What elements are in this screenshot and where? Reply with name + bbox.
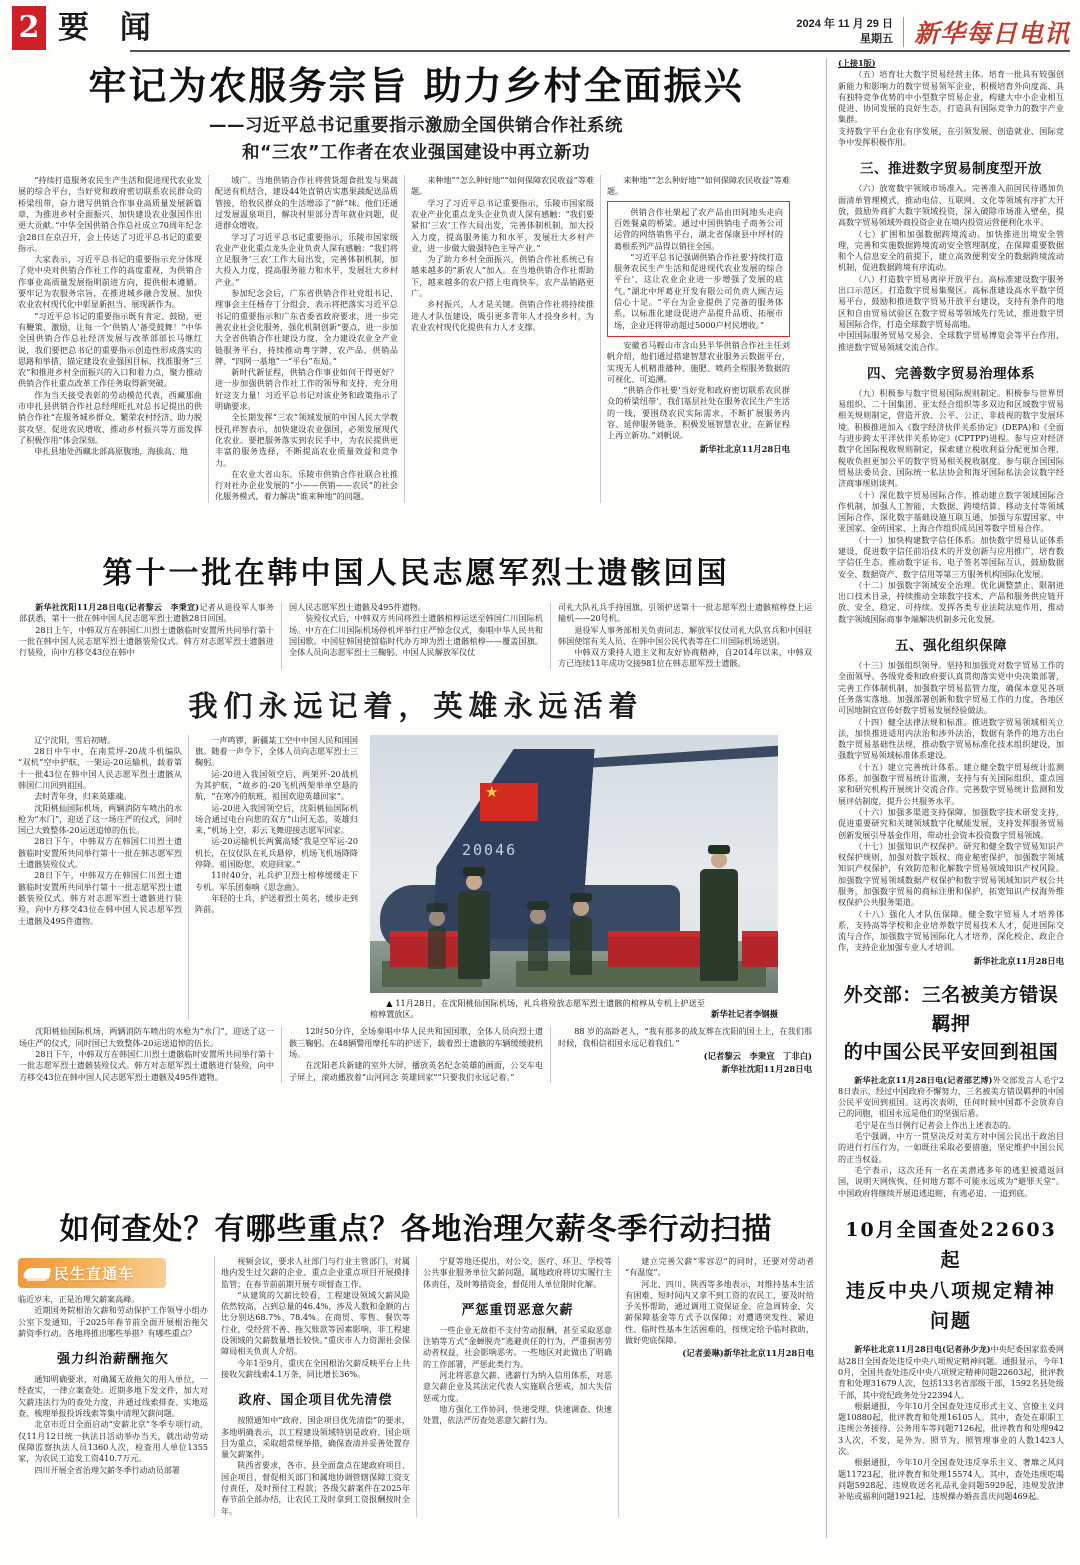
- article2-mid-left2-text: [195, 735, 358, 916]
- paragraph: 大家表示，习近平总书记的重要指示充分体现了党中央对供销合作社工作的高度重视，为供销合作事业高质量发展指明前进方向，提供根本遵循。要牢记为农服务宗旨，在推进城乡融合发展、加快农业农村现代化中彰显新担当、展现新作为。: [18, 254, 202, 310]
- paragraph: 退役军人事务部相关负责同志、解放军仪仗司礼大队官兵和中国驻韩国使馆有关人员、在韩中国公民代表等在仁川国际机场送别。: [558, 624, 812, 646]
- article1-headline: 牢记为农服务宗旨 助力乡村全面振兴: [88, 63, 744, 108]
- paragraph: 通知明确要求，对确属无故拖欠的用人单位，一经查实，一律立案查处。近期多地下发文件，加大对欠薪违法行为的查处力度，并通过线索排查、实地巡查、梳理举报投诉线索等集中清理欠薪问题。: [18, 1374, 208, 1419]
- paragraph: （十）深化数字贸易国际合作。推动建立数字领域国际合作机制，加强人工智能、大数据、跨境结算、移动支付等领域国际合作，深化数字基础设施互联互通，加强与东盟国家、中亚国家、金砖国家、上海合作组织成员国等数字贸易合作。: [838, 489, 1064, 534]
- honor-guard-figure: [428, 927, 446, 969]
- rail-news2-headline: [838, 981, 1064, 1067]
- article2-mid-column-left: [12, 735, 188, 1021]
- paragraph: （七）扩围和加强数据跨境流动。加快推进出境安全管理，完善和实施数据跨境流动安全管理制度，在保障重要数据和个人信息安全的前提下，建立高效便利安全的数据跨境流动机制，促进数据跨境有序流动。: [838, 228, 1064, 273]
- paragraph: 宁夏等地还提出，对公交、医疗、环卫、学校等公共事业服务单位欠薪问题，属地政府将切实履行主体责任，及时筹措资金，督促用人单位限时化解。: [423, 1256, 612, 1289]
- paragraph: （十二）加强数字领域安全治理。优化调整禁止、限制进出口技术目录，持续推动全球数字技术、产品和服务供应链开放、安全、稳定、可持续。发挥各类专业法院法庭作用，推动数字领域国际商事争端解决机制多元化发展。: [838, 579, 1064, 624]
- article1-subhead-1: ——习近平总书记重要指示激励全国供销合作社系统: [209, 115, 623, 136]
- article2-col3-text: [558, 602, 812, 670]
- article2-column-2: [281, 602, 550, 670]
- paragraph: 来种地”“怎么种好地”“如何保障农民收益”等难题。: [607, 175, 790, 197]
- paragraph: 近期国务院根治欠薪和劳动保护工作领导小组办公室下发通知，于2025年春节前全面开展根治拖欠薪资季行动。各地将推出哪些举措？有哪些重点？: [18, 1305, 208, 1338]
- paragraph: [19, 602, 274, 625]
- paragraph: 建立完善欠薪“零容忍”的同时，还要对劳动者“有温度”。: [625, 1256, 814, 1278]
- paragraph: 沈阳桃仙国际机场，两辆消防车喷出的水枪为“水门”，迎送了这一场庄严的仪式，同时国已大致整体-20运送追悼的伍长。: [18, 802, 182, 836]
- paragraph: 根据通报，今年10月全国查处违反享乐主义、奢靡之风问题11723起，批评教育和处理15574人。其中，查处违规吃喝问题5928起、违规收送名礼品礼金问题5929起，违规发放津补贴或福利问题1921起，违规操办婚丧喜庆问题469起。: [838, 1457, 1064, 1502]
- paragraph: （十一）加快构建数字信任体系。加快数字贸易认证体系建设，促进数字信任前沿技术的开发创新与应用推广，培育数字信任生态，推动数字证书、电子签名等国际互认，鼓励数据安全、数据资产、数字信用等第三方服务机构国际化发展。: [838, 534, 1064, 579]
- article3-column-2: [214, 1256, 416, 1517]
- paragraph: 去时青年身，归来英雄魂。: [34, 791, 132, 802]
- paragraph: 学习了习近平总书记重要指示，乐陵市国家级农业产业化重点龙头企业负责人深有感触：“我们将立足服务‘三农’工作大局出发，完善体制机制，加大投入力度，提高服务能力和水平，发展壮大乡村产业。”: [215, 231, 398, 287]
- paragraph: （十四）健全法律法规和标准。推进数字贸易领域相关立法，加快推进适用内法治和涉外法治，数据有条件的地方出台数字贸易基础性法规，推动数字贸易标准化技术组织建设，加强数字贸易领域标准体系建设。: [838, 716, 1064, 761]
- article3-col3b-text: [423, 1325, 612, 1427]
- article2-col2-text: [289, 602, 543, 658]
- article2-top-columns: [12, 602, 820, 670]
- article2-script-headline: 我们永远记着，英雄永远活着: [188, 688, 644, 723]
- paragraph: 沈阳桃仙国际机场，两辆消防车喷出的水枪为“水门”，迎送了这一场庄严的仪式，同时国已大致整体-20运送追悼的伍长。: [19, 1026, 274, 1048]
- article2-bottom-col-2: [281, 1026, 550, 1082]
- rail-news3-headline: [838, 1215, 1064, 1337]
- paragraph: 北京市近日全面启动“安薪北京”冬季专项行动，仅11月12日统一执法日活动举办当天，就出动劳动保障监察执法人员1360人次，检查用人单位1355家，为农民工追发工资410.7万元。: [18, 1419, 208, 1464]
- paragraph: 按照通知中“政府、国企项目优先清偿”的要求，多地明确表示，以工程建设领域特别是政府、国企项目为重点，采取超常规举措，确保查清并妥善处置存量欠薪案件。: [221, 1415, 410, 1460]
- paragraph: 88 岁的高龄老人，“我有那多的战友葬在沈阳的国土上，在我们那时候，我相信祖国永远记着我们。”: [558, 1026, 812, 1048]
- paragraph: 四川开展全省治理欠薪冬季行动动员部署: [34, 1464, 180, 1475]
- paragraph: 国人民志愿军烈士遗骸及495件遗物。: [289, 602, 426, 612]
- article-wage-arrears-campaign: [12, 1212, 820, 1517]
- continued-from-label: (上接1版): [838, 58, 876, 68]
- paragraph: 中韩双方秉持人道主义和友好协商精神，自2014年以来，中韩双方已连续11年成功交接981位在韩志愿军烈士遗骸。: [558, 647, 812, 669]
- byline-continuation: 外交部发言人毛宁28日表示，经过中国政府不懈努力，三名被美方错误羁押的中国公民平安回到祖国。这再次表明，任何时候中国都不会放弃自己的同胞，祖国永远是他们的坚强后盾。: [838, 1074, 1065, 1119]
- article3-column-4: [618, 1256, 820, 1517]
- article3-headline: 如何查处？有哪些重点？各地治理欠薪冬季行动扫描: [59, 1212, 773, 1247]
- article3-col4-text: [625, 1256, 814, 1360]
- masthead-date: [796, 17, 893, 47]
- article2-mid-column-left2: [188, 735, 364, 1021]
- paragraph: “从建筑的欠薪比较看，工程建设领域欠薪风险依然较高，占到总量的46.4%，涉及人数和金额的占比分别达68.7%、78.4%。在商贸、零售、餐饮等行业，受经营不善、拖欠账款等因素影响，非工程建设领域的欠薪数量增长较快。”重庆市人力资源社会保障局相关负责人介绍。: [221, 1289, 410, 1357]
- article1-credit: 新华社北京11月28日电: [699, 443, 790, 454]
- article2-col1-text: [19, 602, 274, 658]
- article3-subhead-1: 强力纠治薪酬拖欠: [56, 1352, 169, 1368]
- flag-draped-coffin: [608, 931, 710, 967]
- paper-logo: 新华每日电讯: [913, 19, 1070, 48]
- paragraph: [838, 1344, 1064, 1400]
- aircraft-tail-number: 20046: [462, 840, 518, 859]
- honor-guard-figure: [700, 869, 738, 981]
- rail-news3-headline-line1: 10月全国查处22603起: [845, 1218, 1057, 1272]
- paragraph: （六）放宽数字领域市场准入。完善准入前国民待遇加负面清单管理模式，推动电信、互联网、文化等领域有序扩大开放，鼓励外商扩大数字领域投资，深入破除市场准入壁垒，提高数字贸易领域外商投资企业在境内投资运营便利化水平。: [838, 183, 1064, 228]
- article3-col3-text: [423, 1256, 612, 1290]
- rail-section-3-body: [838, 183, 1064, 352]
- article3-col1-text: [18, 1294, 208, 1339]
- section-title: 要 闻: [58, 10, 161, 46]
- rail-section-4-body: [838, 388, 1064, 625]
- article3-col2-text: [221, 1256, 410, 1380]
- byline-continuation: 中央纪委国家监委网站28日全国查处违反中央八项规定精神问题。通报显示，今年10月，全国共查处违反中央八项规定精神问题22603起，批评教育和处理31679人次，包括133名省部级干部，1592名县处级干部，其中党纪政务处分22394人。: [838, 1344, 1064, 1400]
- paragraph: （十六）加强多渠道支持保障。加强数字技术研发支持，促进重要研究和关键领域数字化赋能发展，支持发挥服务贸易创新发展引导基金作用，带动社会资本投资数字贸易领域。: [838, 806, 1064, 840]
- article2-bottom-columns: [12, 1026, 820, 1082]
- paragraph: 域广。当地供销合作社将营货超食批发与果蔬配送有机结合，建设44处直销店实惠果蔬配送品质管接，给牧民群众的生活增添了“鲜”味。他们还通过发展温泉项目，解决村里部分青年就业问题，促进群众增收。: [215, 175, 398, 231]
- paragraph: 装殓仪式后，中韩双方共同将烈士遗骸棺椁运送至韩国仁川国际机场。中方在仁川国际机场停机坪举行庄严悼念仪式，奏唱中华人民共和国国歌。中国驻韩国使馆临时代办方坤为烈士遗骸棺椁——覆盖国旗。全体人员向志愿军烈士三鞠躬。中国人民解放军仪仗: [289, 613, 543, 658]
- paragraph: （九）积极参与数字贸易国际规则制定。积极参与世界贸易组织、二十国集团、亚太经合组织等多双边和区域数字贸易相关规则制定，营造开放、公平、公正、非歧视的数字发展环境。积极推进加入《数字经济伙伴关系协定》(DEPA)和《全面与进步跨太平洋伙伴关系协定》(CPTPP)进程。参与应对经济数字化国际税收规则制定，探索建立税收利益分配更加合理、税收负担更加公平的数字贸易相关税收制度。参与联合国国际贸易法委员会、国际统一私法协会和海牙国际私法会议数字经济商事规则谈判。: [838, 387, 1064, 489]
- article1-col4-pre: [607, 175, 790, 198]
- paragraph: 中国国际服务贸易交易会、全球数字贸易博览会等平台作用，推进数字贸易领域交流合作。: [838, 330, 1064, 352]
- article2-bottom-col-1: [12, 1026, 281, 1082]
- article1-column-1: [12, 175, 208, 503]
- caption-body: 11月28日，在沈阳桃仙国际机场，礼兵将殓放志愿军烈士遗骸的棺椁从专机上护送至棺椁置放区。: [370, 997, 705, 1020]
- article-martyrs-remains-return: [12, 556, 820, 1083]
- article1-col4-post: [607, 340, 790, 455]
- paragraph: 运-20进入我国领空后，两架歼-20战机为其护航，“故乡的-20飞机两架举单空悬的航，“在寒冷的航班，祖国欢迎英雄回家”。: [195, 768, 358, 802]
- boxed-text: [614, 207, 783, 331]
- paragraph: 28日下午，中韩双方在韩国仁川烈士遗骸临时安置所共同举行第十一批志愿军烈士遗骸装殓仪式。韩方对志愿军烈士遗骸进行装殓，向中方移交43位在韩中国人民志愿军烈士遗骸及495件遗物。: [19, 1048, 274, 1082]
- paragraph: 辽宁沈阳，雪后初晴。: [34, 734, 116, 745]
- paragraph: 作为当天接受表彰的劳动模范代表，西藏那曲市申扎县供销合作社总经理旺扎对总书记提出的供销合作社“在服务城乡群众、繁荣农村经济、助力脱贫攻坚、促进农民增收、推动乡村振兴等方面发挥了积极作用”体会深刻。: [18, 389, 202, 445]
- photo-credit: 新华社记者李钢摄: [711, 1009, 778, 1020]
- paragraph: 参加纪念会后，广东省供销合作社党组书记、理事会主任杨存丁分组会、表示将把落实习近平总书记的重要指示和广东省委省政府要求，进一步完善农业社会化服务，强化机制创新“要点，进一步加大全省供销合作社建设力度，全力建设农业全产业链服务平台，持续推动粤字牌、农产品、供销品牌、“四网一基地”一“平台”布局。”: [215, 288, 398, 366]
- paragraph: 在农业大省山东，乐陵市供销合作社联合社推行对社办企业发展的“小——供销——农民”的社会化服务模式，着力解决“谁来种地”的问题。: [215, 468, 398, 502]
- masthead: [0, 0, 1080, 56]
- article1-col2-text: [215, 175, 398, 503]
- paragraph: 视频会议，要求人社部门与行业主管部门，对属地内发生过欠薪的企业、重点企业重点项目开展摸排监管；在春节前前期开展专项督查工作。: [221, 1256, 410, 1289]
- article3-column-3: [416, 1256, 618, 1517]
- caption-triangle-icon: ▲: [386, 997, 396, 1008]
- article2-bottom-col3-text: [558, 1026, 812, 1075]
- masthead-divider: [903, 17, 904, 47]
- paragraph: 11时40分，礼兵护卫烈士棺椁缓缓走下专机。军乐团奏响《思念曲》。: [195, 870, 358, 892]
- photo-caption-row: [370, 998, 778, 1021]
- paragraph: （十五）建立完善统计体系。建立健全数字贸易统计监测体系，加强数字贸易统计监测，支持与有关国际组织、重点国家和研究机构开展统计交流合作。完善数字贸易统计监测和发展评估制度，提升公共服务水平。: [838, 761, 1064, 806]
- article1-column-4: [600, 175, 796, 503]
- article2-headline: 第十一批在韩中国人民志愿军烈士遗骸回国: [102, 556, 730, 591]
- paragraph: 毛宁强调，中方一贯坚决反对美方对中国公民出于政治目的进行打压行为，一如既往采取必要措施，坚定维护中国公民的正当权益。: [838, 1131, 1064, 1164]
- paragraph: 司礼大队礼兵手持国旗，引领护送第十一批志愿军烈士遗骸棺椁登上运输机——20号机。: [558, 602, 812, 624]
- paragraph: 根据通报，今年10月全国查处违反形式主义、官僚主义问题10880起，批评教育和处理16105人。其中，查处在职职工违规公务接待、公务用车等问题7126起，批评教育和处理9423人次，不发，是外为、照节为、照管理事业的人数1423人次。: [838, 1400, 1064, 1457]
- rail-news2-headline-line2: 的中国公民平安回到祖国: [843, 1041, 1059, 1064]
- article3-col1b-text: [18, 1374, 208, 1476]
- article3-columns: [12, 1256, 820, 1517]
- article-supply-marketing-cooperatives: [12, 58, 820, 503]
- paragraph: 28日下午，中韩双方在韩国仁川烈士遗骸临时安置所共同举行第十一批在韩志愿军烈士遗骸装殓仪式。: [18, 836, 182, 870]
- rail-divider: [826, 58, 827, 1538]
- train-icon: [24, 1265, 50, 1281]
- paragraph: 申扎县地处西藏北部高原腹地，海拔高、地: [34, 446, 188, 457]
- paragraph: 一些企业无故拒不支付劳动报酬，甚至采取恶意注销等方式“金蝉脱壳”逃避责任的行为，严重损害劳动者权益，社会影响恶劣。一些地区对此做出了明确的工作部署，严惩此类行为。: [423, 1324, 612, 1369]
- paragraph: 支持数字平台企业有序发展，在引领发展、创造就业、国际竞争中发挥积极作用。: [838, 125, 1064, 148]
- badge-label: 民生直通车: [54, 1264, 135, 1283]
- paragraph: 学习了习近平总书记重要指示，乐陵市国家级农业产业化重点龙头企业负责人深有感触：“我们要紧扣‘三农’工作大局出发，完善体制机制，加大投入力度，提高服务能力和水平，发展壮大乡村产业，进一步做大做强特色主导产业。”: [411, 197, 594, 253]
- article1-highlight-box: [607, 201, 790, 337]
- rail-section-heading-5: 五、强化组织保障: [895, 638, 1007, 655]
- paragraph: [838, 1075, 1064, 1120]
- paragraph: “习近平总书记强调供销合作社要‘持续打造服务农民生产生活和促进现代农业发展的综合平台’，这让农业企业进一步增强了发展的底气。”湖北中坪葛业开发有限公司负责人顾吉运信心十足。“平台为企业提供了完备的服务体系，以标准化建设促进产品提升品质、拓展市场，企业还将带动超过5000户村民增收。”: [614, 251, 783, 330]
- article1-subhead-2: 和“三农”工作者在农业强国建设中再立新功: [241, 142, 590, 163]
- rail-continued-line: [838, 58, 1064, 69]
- paragraph: 在沈阳老兵新建的室外大屏，播放英名纪念英雄的画面，公交车电子屏上，滚动播放着“山河同念 英雄回家”“只要我们永远记着。”: [289, 1060, 543, 1082]
- page-number-badge: 2: [12, 6, 46, 50]
- article1-columns: [12, 175, 820, 503]
- article2-middle-row: [12, 735, 820, 1021]
- rail-section-heading-4: 四、完善数字贸易治理体系: [867, 365, 1035, 382]
- paragraph: 为了助力乡村全面振兴，供销合作社系统已有越来越多的“新农人”加入。在当地供销合作社帮助下，越来越多的农户搭上电商快车，农产品销路更广。: [411, 254, 594, 299]
- masthead-right: [796, 6, 1070, 50]
- right-rail: [832, 58, 1070, 1503]
- paragraph: 28日中午中，在南荒坪-20战斗机编队“双机”空中护航，一架运-20运输机，载着第十一批43位在韩中国人民志愿军烈士遗骸从韩国仁川回到祖国。: [18, 746, 182, 790]
- paragraph: 运-20运输机长两翼高矮“我是空军运-20机长，在仪仗队在礼兵悬停，机场飞机场降降停降。祖国盼您，欢迎回家。”: [195, 836, 358, 870]
- rail-news2-body: [838, 1075, 1064, 1199]
- article2-photo-block: [364, 735, 784, 1021]
- paragraph: 安徽省马鞍山市含山县半华供销合作社主任刘帆介绍，他们通过搭建智慧农业服务云数据平台，实现无人机精准播种、施肥、喷药全程服务数据的可视化、可追溯。: [607, 339, 790, 384]
- rail-section-5-credit: 新华社北京11月28日电: [973, 955, 1064, 966]
- article1-column-3: [404, 175, 600, 503]
- paragraph: 毛宁表示，这次还有一名在美潜逃多年的逃犯被遣返回国，说明天网恢恢，任何地方都不可能永远成为“避罪天堂”。中国政府将继续开展追逃追赃，有逃必追、一追到底。: [838, 1164, 1064, 1198]
- article3-column-1: [12, 1256, 214, 1517]
- masthead-rule: [130, 50, 1070, 52]
- honor-guard-figure: [458, 891, 490, 979]
- article2-byline: 新华社沈阳11月28日电(记者黎云 李秉宣): [35, 602, 200, 612]
- article1-column-2: [208, 175, 404, 503]
- photo-martyrs-repatriation-ceremony: [370, 735, 778, 993]
- rail-section-heading-3: 三、推进数字贸易制度型开放: [860, 161, 1042, 178]
- paragraph: 供销合作社架起了农产品由田间地头走向百姓餐桌的桥梁。通过中国供销电子商务公司运营的网络销售平台，湖北省保康县中坪村的葛根系列产品得以销往全国。: [614, 206, 783, 251]
- paragraph: 12时50分许，全场奏唱中华人民共和国国歌，全体人员向烈士遗骸三鞠躬。在48辆警用摩托车的护送下，载着烈士遗骸的车辆缓缓驶机场。: [289, 1026, 543, 1059]
- article2-bottom-col-3: [550, 1026, 819, 1082]
- paragraph: 河北将恶意欠薪、逃薪行为纳入信用体系，对恶意欠薪企业及其法定代表人实施联合惩戒，加大失信惩戒力度。: [423, 1370, 612, 1403]
- paragraph: “持续打造服务农民生产生活和促进现代农业发展的综合平台，当好党和政府密切联系农民群众的桥梁纽带，奋力谱写供销合作事业高质量发展新篇章，为推进乡村全面振兴、加快建设农业强国作出更大贡献。”中华全国供销合作总社成立70周年纪念会28日在京召开，会上传达了习近平总书记的重要指示。: [18, 175, 202, 253]
- paragraph: 河北、四川、陕西等多地表示，对维持基本生活有困难、短时间内又拿不到工资的农民工，要及时给予关怀帮助，通过调用工资保证金、应急周转金、欠薪保障基金等方式予以保障；对遭遇突发性、紧迫性、临时性基本生活困难的，按规定给予临时救助，做好兜底保障。: [625, 1278, 814, 1346]
- article3-credit: (记者姜琳)新华社北京11月28日电: [682, 1348, 814, 1359]
- article3-subhead-2: 政府、国企项目优先清偿: [238, 1393, 393, 1409]
- paragraph: 毛宁是在当日例行记者会上作出上述表态的。: [854, 1119, 1017, 1130]
- paragraph: 地方强化工作协同，快速受理、快速调查、快速处置，依法严厉查处恶意欠薪行为。: [423, 1403, 612, 1426]
- paragraph: 28日上午，中韩双方在韩国仁川烈士遗骸临时安置所共同举行第十一批在韩中国人民志愿军烈士遗骸装殓仪式。韩方对志愿军烈士遗骸进行装殓，向中方移交43位在韩中: [19, 624, 274, 658]
- paragraph: 28日下午，中韩双方在韩国仁川烈士遗骸临时安置所共同举行第十一批志愿军烈士遗骸装殓仪式。韩方对志愿军烈士遗骸进行装殓，向中方移交43位在韩中国人民志愿军烈士遗骸及495件遗物。: [18, 870, 182, 926]
- date-text: 2024 年 11 月 29 日: [796, 18, 893, 31]
- rail-news2-headline-line1: 外交部：三名被美方错误羁押: [843, 984, 1059, 1035]
- paragraph: 运-20进入我国领空后，沈阳桃仙国际机场合通过电台向您的双方“山河无恙，英雄归来，”机场上空，彩云飞舞迎接志愿军回家。: [195, 802, 358, 836]
- paragraph: 新时代新征程，供销合作事业如何干得更好？进一步加强供销合作社工作的领导和支持，充分用好这支力量！习近平总书记对该业务和政策指示了明确要求。: [215, 367, 398, 412]
- article2-column-1: [12, 602, 281, 670]
- paragraph: 全长期发挥“三农”领域发展的中国人民大学教授孔祥智表示，加快建设农业强国，必须发展现代化农业。要把服务落实到农民手中，为农民提供更丰富的服务选择，不断提高农业质量效益和竞争力。: [215, 412, 398, 468]
- rail-section-5-body: [838, 660, 1064, 967]
- rail-news3-body: [838, 1344, 1064, 1502]
- paragraph: 陕西省要求，各市、县全面盘点在建政府项目、国企项目，督促相关部门和属地协调管辖保障工资支付责任，及时预付工程款；各级欠薪案件在2025年春节前全部办结，让农民工及时拿到工资报酬按时全年。: [221, 1460, 410, 1516]
- paragraph: 临近岁末，正是治理欠薪案高峰。: [18, 1294, 140, 1304]
- article2-bottom-col2-text: [289, 1026, 543, 1082]
- paragraph: （八）打造数字贸易离岸开放平台。高标准建设数字服务出口示范区，打造数字贸易集聚区。高标准建设高水平数字贸易平台，鼓励和推进数字贸易开放平台建设，支持有条件的地区和自由贸易试验区在数字贸易等领域先行先试，推进数字贸易国际合作，打造全球数字贸易高地。: [838, 273, 1064, 329]
- photo-caption-text: [370, 998, 705, 1021]
- paragraph: 乡村振兴，人才是关键。供销合作社将持续推进人才队伍建设，吸引更多青年人才投身乡村，为农业农村现代化提供有力人才支撑。: [411, 299, 594, 332]
- article2-bottom-col1-text: [19, 1026, 274, 1082]
- china-flag-icon: [480, 783, 538, 821]
- paragraph: 一声鸣锣，新疆某工空中中国人民和国国旗。随着一声令下，全体人员向志愿军烈士三鞠躬。: [195, 734, 358, 768]
- article1-col3-text: [411, 175, 594, 333]
- article2-credit-line2: 新华社沈阳11月28日电: [721, 1064, 812, 1075]
- paragraph: “习近平总书记的重要指示既有肯定、鼓励，更有鞭策、激励，让每一个‘供销人’备受鼓舞！”中华全国供销合作总社经济发展与改革部部长马继红说，我们要把总书记的重要指示创造性形成落实的思路和举措，锚定建设农业强国目标，找准服务“三农”和推进乡村全面振兴的入口和着力点，聚力推动供销合作社重点改革工作任务取得新突破。: [18, 310, 202, 389]
- column-brand-badge-minsheng: [18, 1258, 166, 1288]
- weekday-text: 星期五: [859, 33, 893, 45]
- rail-news3-byline: 新华社北京11月28日电(记者孙少龙): [854, 1344, 991, 1355]
- paragraph: 来种地”“怎么种好地”“如何保障农民收益”等难题。: [411, 175, 594, 197]
- paragraph: 今年1至9月，重庆在全国根治欠薪反映平台上共接收欠薪线索4.1万条，同比增长36%。: [221, 1357, 410, 1379]
- rail-continued-note-block: [838, 58, 1064, 148]
- article3-subhead-3: 严惩重罚恶意欠薪: [461, 1302, 574, 1318]
- article1-col1-text: [18, 175, 202, 457]
- paragraph: （五）培育壮大数字贸易经营主体。培育一批具有较强创新能力和影响力的数字贸易领军企业，积极培育外向度高、具有独特竞争优势的中小型数字贸易企业，构建大中小企业相互促进、协同发展的良好生态，打造具有国际竞争力的数字产业集群。: [838, 69, 1064, 125]
- article3-col2b-text: [221, 1415, 410, 1517]
- article2-credit-line1: (记者黎云 李秉宣 丁非白): [703, 1050, 812, 1061]
- paragraph: “供销合作社要‘当好党和政府密切联系农民群众的桥梁纽带’，我们基层社处在服务农民生产生活的一线，要围绕农民实际需求，不断扩展服务内容、延伸服务链条，积极发展智慧农业，在新征程上再立新功。”刘帆说。: [607, 385, 790, 441]
- article2-mid-left-text: [18, 735, 182, 927]
- honor-guard-figure: [570, 917, 592, 975]
- paragraph: （十八）强化人才队伍保障。健全数字贸易人才培养体系，支持高等学校和企业培养数字贸易技术人才，促进国际交流与合作，加强数字贸易国际化人才培养，深化校企、政企合作，支持企业加强专业人才培训。: [838, 908, 1064, 953]
- rail-news2-byline: 新华社北京11月28日电(记者邵艺博): [854, 1074, 993, 1085]
- byline-continuation: 记者从退役军人事务部获悉，第十一批在韩中国人民志愿军烈士遗骸28日回国。: [19, 602, 274, 624]
- article2-column-3: [550, 602, 819, 670]
- rail-news3-headline-line2: 违反中央八项规定精神问题: [845, 1279, 1056, 1333]
- honor-guard-figure: [528, 925, 548, 971]
- paragraph: （十三）加强组织领导。坚持和加强党对数字贸易工作的全面领导。各级党委和政府要认真贯彻落实党中央决策部署，完善工作体制机制，加强数字贸易监管力度，确保本意见各项任务落实落地。加强部署创新和数字贸易工作的力度，各地区可因地制宜宣传好数字贸易发展经验做法。: [838, 660, 1064, 716]
- paragraph: 年轻的士兵，护送着烈士英名，缓步走到阵前。: [195, 892, 358, 915]
- flag-draped-coffin: [742, 931, 778, 967]
- paragraph: （十七）加强知识产权保护。研究和健全数字贸易知识产权保护规则，加强对数字版权、商业秘密保护，加强数字领域知识产权保护，有效防范和化解数字贸易领域知识产权风险。加强数字贸易领域数据产权保护和数字贸易领域知识产权公共服务，加强数字贸易的商标注册和保护，拓宽知识产权海外维权保护公共服务渠道。: [838, 840, 1064, 908]
